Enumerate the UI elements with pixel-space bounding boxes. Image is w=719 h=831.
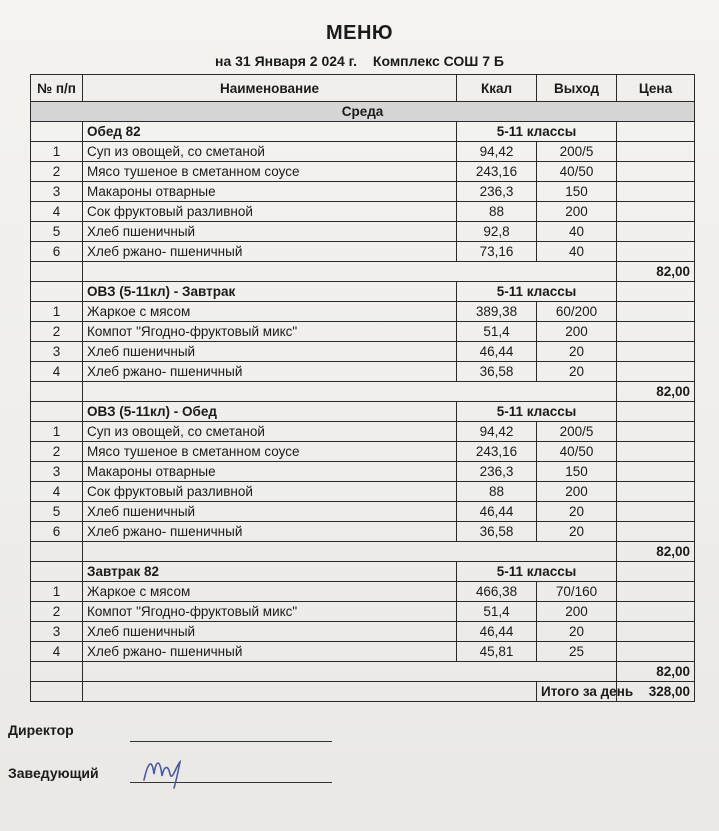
header-price: Цена — [617, 75, 695, 102]
item-output: 40/50 — [537, 442, 617, 462]
director-sign-line — [130, 741, 332, 742]
item-price — [617, 342, 695, 362]
item-price — [617, 242, 695, 262]
item-name: Сок фруктовый разливной — [83, 202, 457, 222]
section-total-num-cell — [31, 542, 83, 562]
item-price — [617, 602, 695, 622]
item-output: 200 — [537, 202, 617, 222]
section-total-row — [31, 382, 695, 402]
item-num: 2 — [31, 322, 83, 342]
item-output: 40 — [537, 222, 617, 242]
section-price-cell — [617, 402, 695, 422]
item-kcal: 36,58 — [457, 522, 537, 542]
section-total-row — [31, 262, 695, 282]
item-output: 150 — [537, 182, 617, 202]
item-price — [617, 502, 695, 522]
menu-title: МЕНЮ — [325, 22, 394, 44]
item-name: Компот "Ягодно-фруктовый микс" — [83, 602, 457, 622]
item-kcal: 46,44 — [457, 502, 537, 522]
item-output: 40/50 — [537, 162, 617, 182]
item-num: 4 — [31, 202, 83, 222]
item-name: Суп из овощей, со сметаной — [83, 142, 457, 162]
item-price — [617, 362, 695, 382]
item-price — [617, 302, 695, 322]
item-num: 4 — [31, 482, 83, 502]
item-output: 200 — [537, 482, 617, 502]
section-title: Завтрак 82 — [83, 562, 457, 582]
section-price-cell — [617, 122, 695, 142]
item-num: 5 — [31, 222, 83, 242]
section-total: 82,00 — [617, 662, 695, 682]
item-kcal: 45,81 — [457, 642, 537, 662]
item-num: 2 — [31, 602, 83, 622]
table-row — [31, 502, 695, 522]
item-num: 1 — [31, 422, 83, 442]
item-num: 2 — [31, 442, 83, 462]
section-total-row — [31, 662, 695, 682]
item-name: Хлеб пшеничный — [83, 222, 457, 242]
section-total: 82,00 — [617, 382, 695, 402]
item-name: Компот "Ягодно-фруктовый микс" — [83, 322, 457, 342]
table-row — [31, 162, 695, 182]
item-name: Мясо тушеное в сметанном соусе — [83, 442, 457, 462]
day-total-row — [31, 682, 695, 702]
item-num: 1 — [31, 142, 83, 162]
header-name: Наименование — [83, 75, 457, 102]
item-kcal: 88 — [457, 482, 537, 502]
header-num: № п/п — [31, 75, 83, 102]
section-grade: 5-11 классы — [457, 282, 617, 302]
section-grade: 5-11 классы — [457, 562, 617, 582]
day-total-num-cell — [31, 682, 83, 702]
item-price — [617, 162, 695, 182]
day-row — [31, 102, 695, 122]
section-header-row — [31, 282, 695, 302]
menu-table — [30, 74, 695, 702]
item-kcal: 88 — [457, 202, 537, 222]
day-label: Среда — [31, 102, 695, 122]
item-output: 20 — [537, 522, 617, 542]
menu-date: на 31 Января 2 024 г. — [215, 53, 358, 69]
header-kcal: Ккал — [457, 75, 537, 102]
section-num-cell — [31, 122, 83, 142]
item-name: Жаркое с мясом — [83, 582, 457, 602]
day-total-value: 328,00 — [617, 682, 695, 702]
item-name: Хлеб пшеничный — [83, 502, 457, 522]
item-output: 20 — [537, 622, 617, 642]
item-output: 20 — [537, 362, 617, 382]
section-num-cell — [31, 562, 83, 582]
section-total-num-cell — [31, 382, 83, 402]
table-row — [31, 182, 695, 202]
section-header-row — [31, 402, 695, 422]
menu-subtitle — [0, 53, 719, 69]
item-name: Сок фруктовый разливной — [83, 482, 457, 502]
item-kcal: 243,16 — [457, 162, 537, 182]
item-price — [617, 522, 695, 542]
item-output: 60/200 — [537, 302, 617, 322]
item-num: 6 — [31, 522, 83, 542]
item-num: 4 — [31, 642, 83, 662]
item-kcal: 46,44 — [457, 622, 537, 642]
item-output: 40 — [537, 242, 617, 262]
section-title: ОВЗ (5-11кл) - Обед — [83, 402, 457, 422]
item-num: 3 — [31, 622, 83, 642]
menu-complex: Комплекс СОШ 7 Б — [372, 53, 504, 69]
item-num: 6 — [31, 242, 83, 262]
item-name: Макароны отварные — [83, 462, 457, 482]
item-price — [617, 442, 695, 462]
item-num: 3 — [31, 342, 83, 362]
table-row — [31, 582, 695, 602]
item-num: 3 — [31, 182, 83, 202]
table-row — [31, 422, 695, 442]
table-row — [31, 362, 695, 382]
item-kcal: 46,44 — [457, 342, 537, 362]
item-num: 1 — [31, 582, 83, 602]
item-price — [617, 202, 695, 222]
section-header-row — [31, 562, 695, 582]
table-row — [31, 462, 695, 482]
section-title: ОВЗ (5-11кл) - Завтрак — [83, 282, 457, 302]
section-grade: 5-11 классы — [457, 122, 617, 142]
item-name: Хлеб ржано- пшеничный — [83, 242, 457, 262]
section-title: Обед 82 — [83, 122, 457, 142]
day-total-blank — [83, 682, 537, 702]
table-row — [31, 342, 695, 362]
handwritten-signature-icon — [140, 752, 200, 790]
item-output: 150 — [537, 462, 617, 482]
manager-label: Заведующий — [8, 765, 99, 781]
section-grade: 5-11 классы — [457, 402, 617, 422]
item-price — [617, 182, 695, 202]
section-total-row — [31, 542, 695, 562]
table-row — [31, 602, 695, 622]
section-total-blank — [83, 662, 617, 682]
item-price — [617, 422, 695, 442]
table-row — [31, 142, 695, 162]
table-row — [31, 442, 695, 462]
section-total: 82,00 — [617, 262, 695, 282]
item-price — [617, 582, 695, 602]
menu-body — [31, 102, 695, 702]
item-output: 200 — [537, 322, 617, 342]
section-price-cell — [617, 282, 695, 302]
item-kcal: 466,38 — [457, 582, 537, 602]
section-price-cell — [617, 562, 695, 582]
item-price — [617, 462, 695, 482]
item-name: Мясо тушеное в сметанном соусе — [83, 162, 457, 182]
item-num: 5 — [31, 502, 83, 522]
table-row — [31, 622, 695, 642]
section-total-blank — [83, 382, 617, 402]
item-output: 20 — [537, 502, 617, 522]
item-output: 200 — [537, 602, 617, 622]
table-header-row — [31, 75, 695, 102]
item-name: Хлеб пшеничный — [83, 622, 457, 642]
item-kcal: 389,38 — [457, 302, 537, 322]
item-num: 1 — [31, 302, 83, 322]
item-kcal: 92,8 — [457, 222, 537, 242]
item-output: 25 — [537, 642, 617, 662]
table-row — [31, 322, 695, 342]
item-kcal: 73,16 — [457, 242, 537, 262]
table-row — [31, 522, 695, 542]
item-name: Хлеб ржано- пшеничный — [83, 522, 457, 542]
item-price — [617, 142, 695, 162]
table-row — [31, 202, 695, 222]
table-row — [31, 642, 695, 662]
section-total-num-cell — [31, 262, 83, 282]
item-output: 70/160 — [537, 582, 617, 602]
item-name: Суп из овощей, со сметаной — [83, 422, 457, 442]
item-num: 4 — [31, 362, 83, 382]
item-kcal: 94,42 — [457, 422, 537, 442]
table-row — [31, 482, 695, 502]
header-output: Выход — [537, 75, 617, 102]
item-output: 20 — [537, 342, 617, 362]
section-header-row — [31, 122, 695, 142]
item-kcal: 243,16 — [457, 442, 537, 462]
item-price — [617, 482, 695, 502]
item-kcal: 94,42 — [457, 142, 537, 162]
item-num: 2 — [31, 162, 83, 182]
item-price — [617, 622, 695, 642]
section-total-blank — [83, 262, 617, 282]
item-name: Хлеб пшеничный — [83, 342, 457, 362]
item-name: Жаркое с мясом — [83, 302, 457, 322]
section-num-cell — [31, 282, 83, 302]
section-total-blank — [83, 542, 617, 562]
item-name: Хлеб ржано- пшеничный — [83, 642, 457, 662]
item-price — [617, 642, 695, 662]
director-label: Директор — [8, 722, 74, 738]
item-kcal: 236,3 — [457, 182, 537, 202]
item-output: 200/5 — [537, 422, 617, 442]
item-name: Хлеб ржано- пшеничный — [83, 362, 457, 382]
item-name: Макароны отварные — [83, 182, 457, 202]
section-total: 82,00 — [617, 542, 695, 562]
item-kcal: 51,4 — [457, 322, 537, 342]
item-kcal: 236,3 — [457, 462, 537, 482]
item-kcal: 36,58 — [457, 362, 537, 382]
item-price — [617, 322, 695, 342]
item-output: 200/5 — [537, 142, 617, 162]
item-price — [617, 222, 695, 242]
day-total-label: Итого за день — [537, 682, 617, 702]
item-kcal: 51,4 — [457, 602, 537, 622]
section-total-num-cell — [31, 662, 83, 682]
item-num: 3 — [31, 462, 83, 482]
table-row — [31, 242, 695, 262]
table-row — [31, 302, 695, 322]
section-num-cell — [31, 402, 83, 422]
table-row — [31, 222, 695, 242]
